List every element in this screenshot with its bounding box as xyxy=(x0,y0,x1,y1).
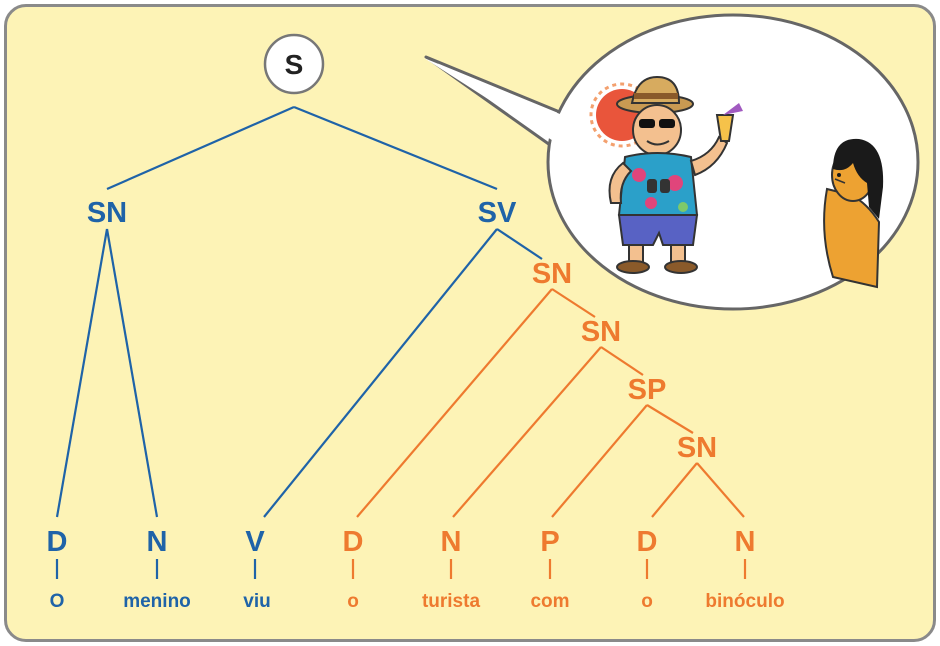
tree-edges-blue xyxy=(57,107,542,579)
word-turista: turista xyxy=(421,591,481,612)
word-o-1: o xyxy=(347,591,359,612)
category-d-3: D xyxy=(636,526,658,558)
category-n-2: N xyxy=(440,526,462,558)
node-sn-inner: SN xyxy=(580,316,622,348)
node-sn-object: SN xyxy=(531,258,573,290)
word-viu: viu xyxy=(243,591,271,612)
category-p: P xyxy=(540,526,560,558)
node-sn-subject: SN xyxy=(86,197,128,229)
word-com: com xyxy=(530,591,570,612)
root-node-label: S xyxy=(284,49,304,80)
category-v: V xyxy=(245,526,265,558)
diagram-frame xyxy=(4,4,936,642)
syntax-tree-diagram xyxy=(7,7,933,639)
node-sv: SV xyxy=(477,197,517,229)
category-n-3: N xyxy=(734,526,756,558)
category-n-1: N xyxy=(146,526,168,558)
node-sn-pp-object: SN xyxy=(676,432,718,464)
word-binoculo: binóculo xyxy=(705,591,785,612)
word-o-capital: O xyxy=(49,591,65,612)
node-sp: SP xyxy=(627,374,667,406)
category-d-1: D xyxy=(46,526,68,558)
word-menino: menino xyxy=(123,591,191,612)
word-o-2: o xyxy=(641,591,653,612)
category-d-2: D xyxy=(342,526,364,558)
